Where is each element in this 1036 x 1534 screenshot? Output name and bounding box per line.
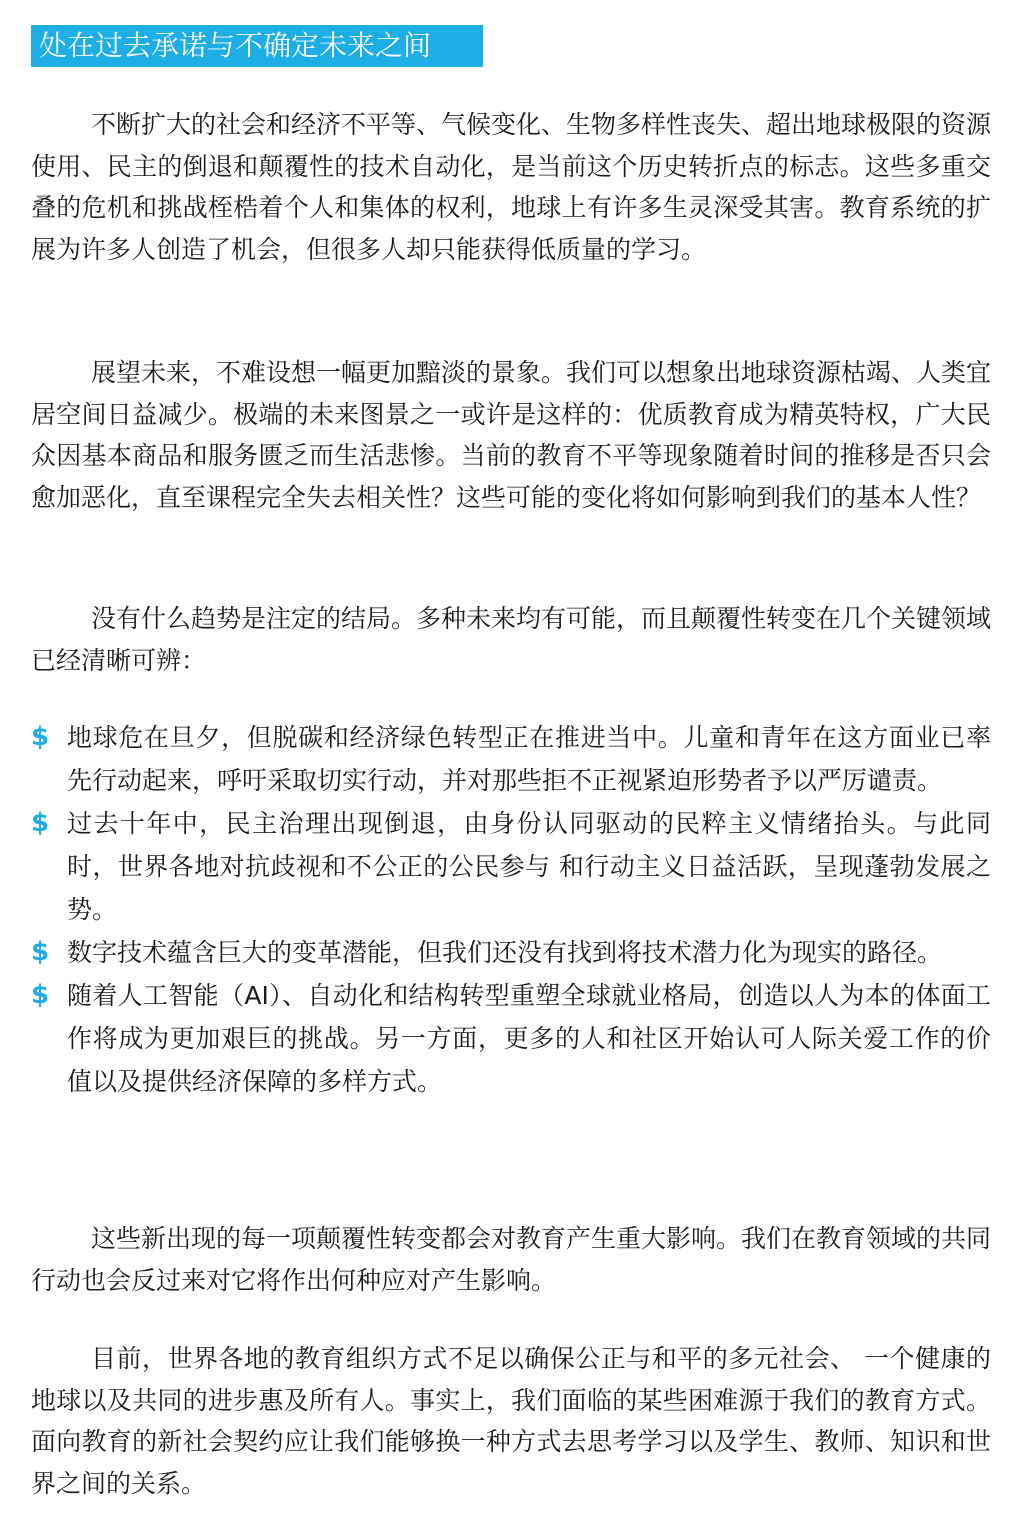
list-item-text: 地球危在旦夕，但脱碳和经济绿色转型正在推进当中。儿童和青年在这方面业已率先行动起来，呼吁采取切实行动，并对那些拒不正视紧迫形势者予以严厉谴责。 xyxy=(67,723,991,795)
bullet-marker-icon: $ xyxy=(31,980,50,1010)
bullet-marker-icon: $ xyxy=(31,937,50,967)
list-item xyxy=(31,716,991,802)
paragraph-5: 目前，世界各地的教育组织方式不足以确保公正与和平的多元社会、 一个健康的地球以及共同的进步惠及所有人。事实上，我们面临的某些困难源于我们的教育方式。 面向教育的新社会契约应让我们能够换一种方式去思考学习以及学生、教师、知识和世界之间的关系。 xyxy=(31,1344,991,1498)
bullet-marker-icon: $ xyxy=(31,808,50,838)
paragraph-1: 不断扩大的社会和经济不平等、气候变化、生物多样性丧失、超出地球极限的资源使用、民主的倒退和颠覆性的技术自动化，是当前这个历史转折点的标志。这些多重交叠的危机和挑战桎梏着个人和集体的权利，地球上有许多生灵深受其害。教育系统的扩展为许多人创造了机会，但很多人却只能获得低质量的学习。 xyxy=(31,110,992,264)
list-item-text: 过去十年中，民主治理出现倒退，由身份认同驱动的民粹主义情绪抬头。与此同时，世界各地对抗歧视和不公正的公民参与 和行动主义日益活跃，呈现蓬勃发展之势。 xyxy=(67,809,991,924)
paragraph-3: 没有什么趋势是注定的结局。多种未来均有可能，而且颠覆性转变在几个关键领域已经清晰可辨： xyxy=(31,604,992,675)
list-item xyxy=(31,802,991,931)
list-item xyxy=(31,931,991,974)
paragraph-4: 这些新出现的每一项颠覆性转变都会对教育产生重大影响。我们在教育领域的共同行动也会反过来对它将作出何种应对产生影响。 xyxy=(31,1224,992,1295)
disruption-list xyxy=(31,716,991,1103)
list-item xyxy=(31,974,991,1103)
list-item-text: 随着人工智能（AI）、自动化和结构转型重塑全球就业格局，创造以人为本的体面工作将成为更加艰巨的挑战。另一方面，更多的人和社区开始认可人际关爱工作的价值以及提供经济保障的多样方式。 xyxy=(67,981,991,1096)
section-heading: 处在过去承诺与不确定未来之间 xyxy=(31,25,483,67)
paragraph-2: 展望未来，不难设想一幅更加黯淡的景象。我们可以想象出地球资源枯竭、人类宜居空间日益减少。极端的未来图景之一或许是这样的：优质教育成为精英特权，广大民众因基本商品和服务匮乏而生活悲惨。当前的教育不平等现象随着时间的推移是否只会愈加恶化，直至课程完全失去相关性？这些可能的变化将如何影响到我们的基本人性？ xyxy=(31,358,992,512)
bullet-marker-icon: $ xyxy=(31,722,50,752)
list-item-text: 数字技术蕴含巨大的变革潜能，但我们还没有找到将技术潜力化为现实的路径。 xyxy=(67,938,943,967)
